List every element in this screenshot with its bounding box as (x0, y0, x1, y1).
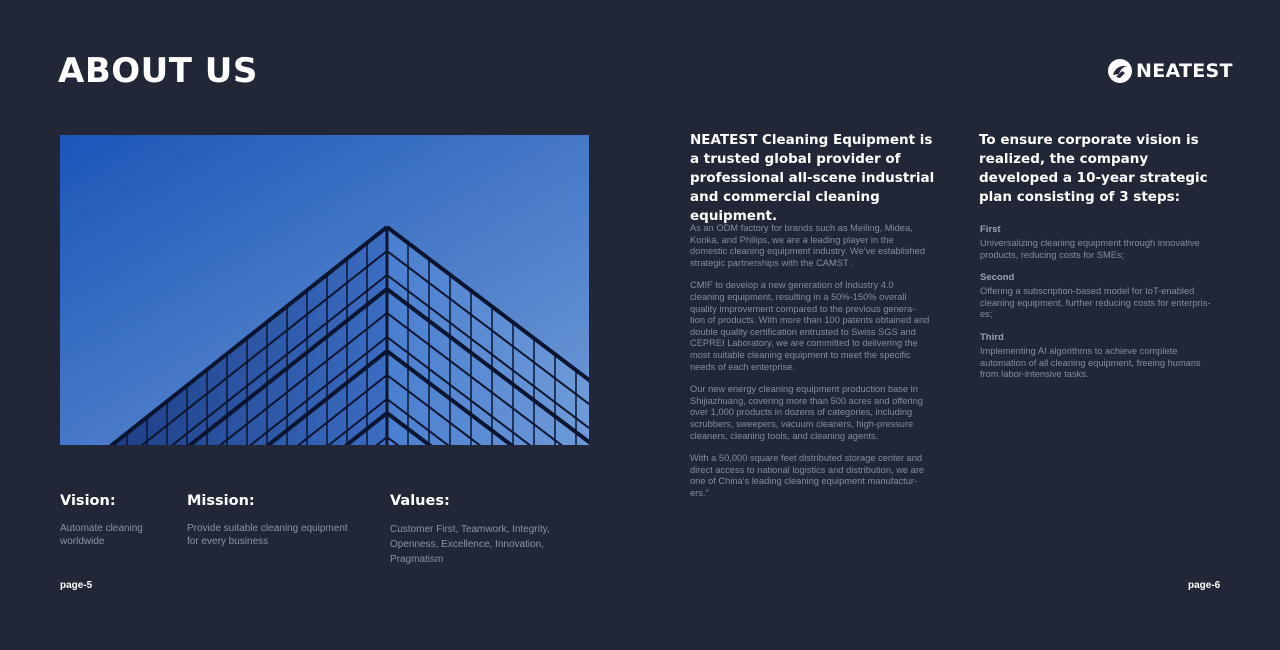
step-title: Second (980, 272, 1015, 284)
logo-text: NEATEST (1136, 60, 1233, 82)
mission-text: Provide suitable cleaning equipment for every business (187, 523, 348, 547)
page-number-left: page-5 (60, 580, 93, 591)
page-title: ABOUT US (58, 51, 258, 91)
intro-paragraph: With a 50,000 square feet distributed storage center and direct access to national logistics and distribution, we are one of China's leading cleaning equipment manufactur-ers." (690, 453, 925, 498)
glass-building-corner-icon (60, 135, 589, 445)
strategy-steps (980, 224, 1220, 392)
mission-heading: Mission: (187, 493, 255, 509)
strategy-step (980, 224, 1220, 261)
strategy-step (980, 332, 1220, 381)
values-heading: Values: (390, 493, 450, 509)
vision-text: Automate cleaning worldwide (60, 523, 143, 547)
company-intro-body (690, 223, 930, 510)
values-text: Customer First, Teamwork, Integrity, Openness, Excellence, Innovation, Pragmatism (390, 524, 550, 565)
strategy-heading: To ensure corporate vision is realized, the company developed a 10-year strategic plan consisting of 3 steps: (979, 132, 1208, 205)
step-title: Third (980, 331, 1004, 343)
intro-paragraph: As an ODM factory for brands such as Meiling, Midea, Konka, and Philips, we are a leading player in the domestic cleaning equipment industry. We've established strategic partnerships with the CAMST . (690, 223, 926, 268)
company-intro-heading: NEATEST Cleaning Equipment is a trusted global provider of professional all-scene industrial and commercial cleaning equipment. (690, 132, 935, 224)
step-text: Universalizing cleaning equipment through innovative products, reducing costs for SMEs; (980, 238, 1200, 260)
building-photo (60, 135, 589, 445)
step-title: First (980, 224, 1001, 235)
page-number-right: page-6 (1188, 580, 1221, 591)
step-text: Implementing AI algorithms to achieve complete automation of all cleaning equipment, freeing humans from labor-intensive tasks. (980, 345, 1201, 380)
brand-logo (1107, 57, 1233, 85)
step-text: Offering a subscription-based model for IoT-enabled cleaning equipment, further reducing costs for enterpris-es; (980, 286, 1211, 320)
strategy-step (980, 272, 1220, 321)
intro-paragraph: Our new energy cleaning equipment production base in Shijiazhuang, covering more than 500 acres and offering over 1,000 products in dozens of categories, including scrubbers, sweepers, vacuum cleaners, high-pressure cleaners, cleaning tools, and cleaning agents. (690, 384, 923, 441)
neatest-logo-icon (1107, 58, 1133, 84)
intro-paragraph: CMIF to develop a new generation of Industry 4.0 cleaning equipment, resulting in a 50%-150% overall quality improvement compared to the previous genera-tion of products. With more than 100 patents obtained and double quality certification entrusted to Swiss SGS and CEPREI Laboratory, we are committed to delivering the most suitable cleaning equipment to meet the specific needs of each enterprise. (690, 280, 930, 372)
vision-heading: Vision: (60, 493, 116, 509)
